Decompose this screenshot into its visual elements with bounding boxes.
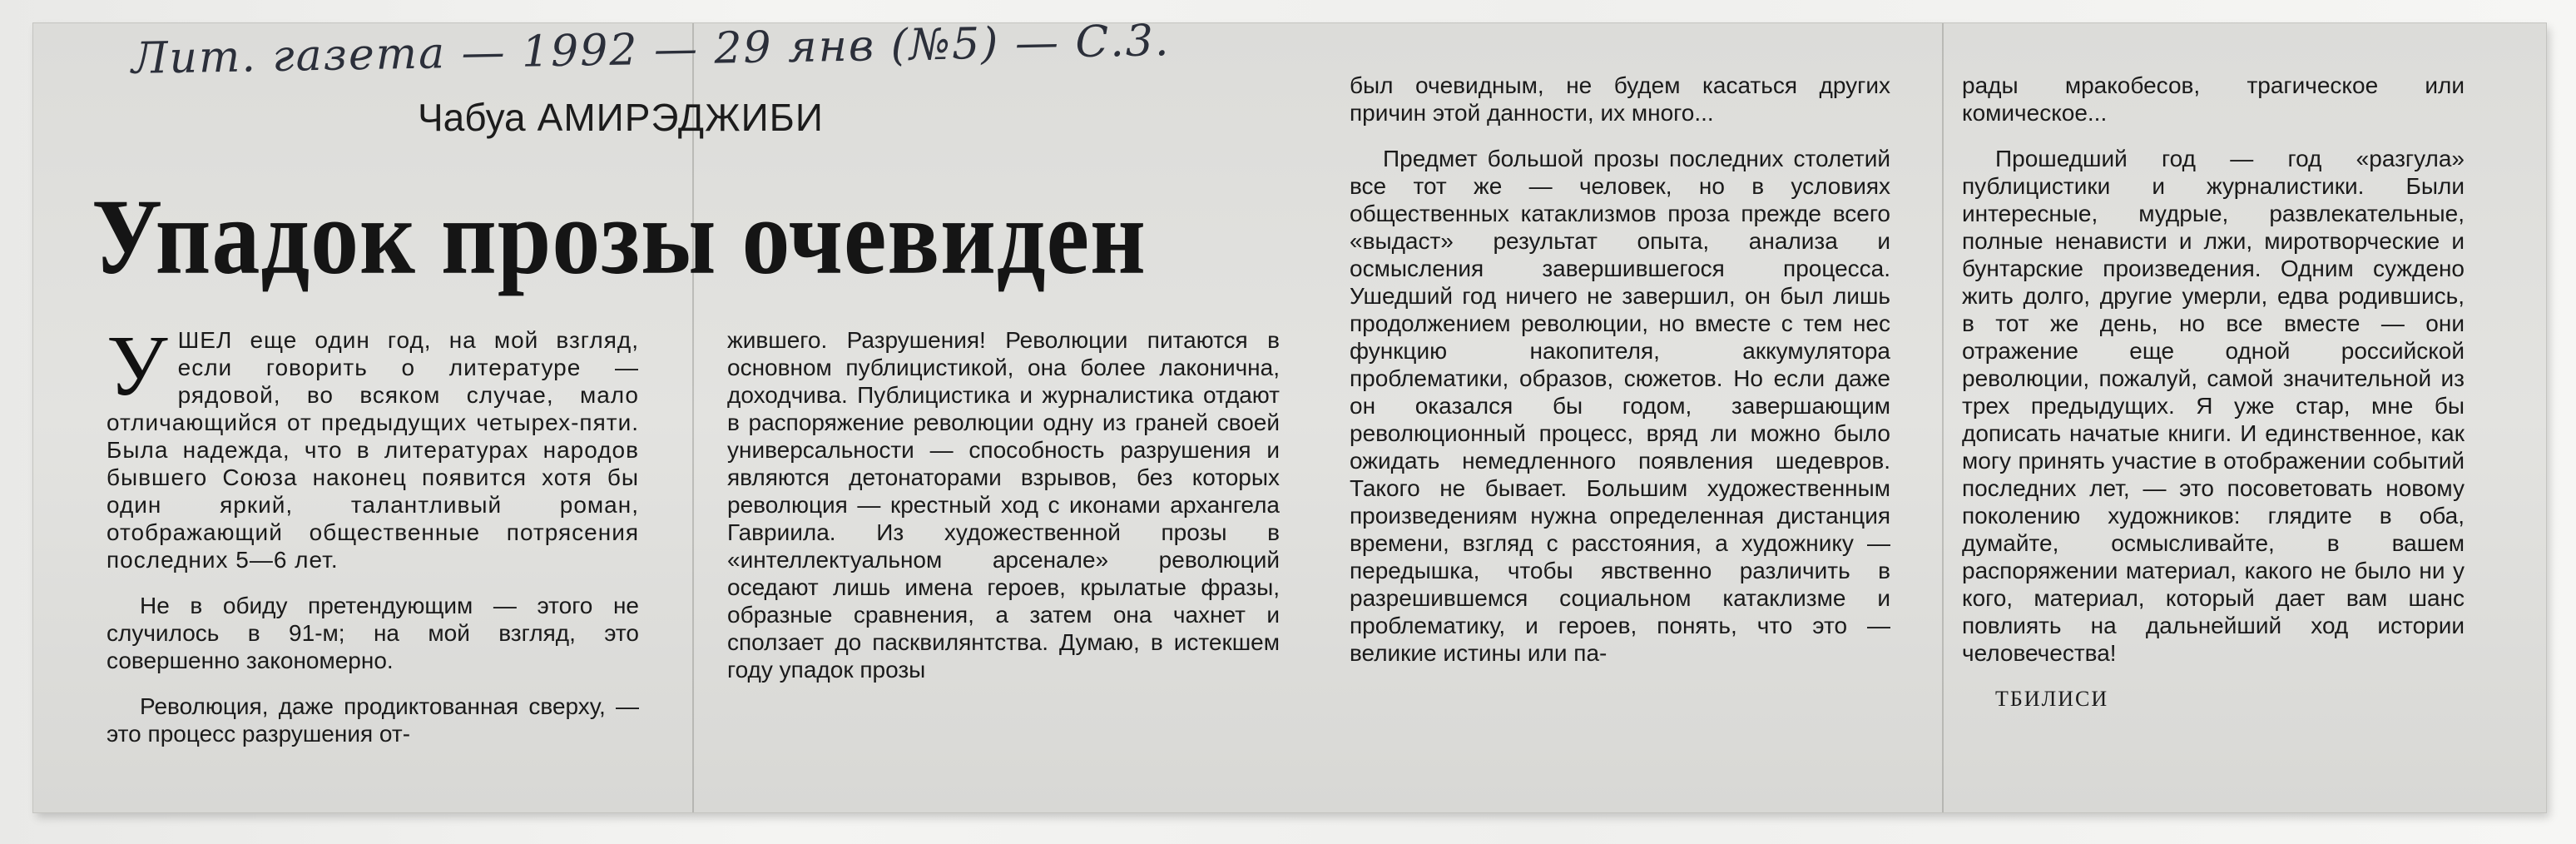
author-byline bbox=[418, 95, 824, 140]
article-column-4 bbox=[1962, 72, 2465, 712]
article-column-3 bbox=[1350, 72, 1890, 667]
author-given-name: Чабуа bbox=[418, 96, 526, 139]
article-paragraph: рады мракобесов, трагическое или комическое... bbox=[1962, 72, 2465, 126]
author-surname: АМИРЭДЖИБИ bbox=[537, 96, 824, 139]
column-fold-line bbox=[692, 23, 694, 812]
handwritten-source-note: Лит. газета — 1992 — 29 янв (№5) — С.3. bbox=[131, 16, 1171, 84]
column-fold-line bbox=[1942, 23, 1944, 812]
article-headline: Упадок прозы очевиден bbox=[92, 177, 1147, 297]
drop-cap: У bbox=[107, 318, 168, 414]
article-column-2 bbox=[727, 326, 1280, 683]
article-paragraph: жившего. Разрушения! Революции питаются в основном публицистикой, она более лаконична, доходчива. Публицистика и журналистика отдают в распоряжение революции одну из граней своей универсальности — способность разрушения и являются детонаторами взрывов, без которых революция — крестный ход с иконами архангела Гавриила. Из художественной прозы в «интеллектуальном арсенале» революций оседают лишь имена героев, крылатые фразы, образные сравнения, а затем она чахнет и сползает до пасквилянтства. Думаю, в истекшем году упадок прозы bbox=[727, 327, 1280, 683]
article-paragraph: Революция, даже продиктованная сверху, — это процесс разрушения от- bbox=[107, 693, 639, 747]
article-paragraph: Предмет большой прозы последних столетий все тот же — человек, но в условиях общественных катаклизмов проза прежде всего «выдаст» результат опыта, анализа и осмысления завершившегося процесса. Ушедший год ничего не завершил, он был лишь продолжением революции, но вместе с тем нес функцию накопителя, аккумулятора проблематики, образов, сюжетов. Но если даже он оказался бы годом, завершающим революционный процесс, вряд ли можно было ожидать немедленного появления шедевров. Такого не бывает. Большим художественным произведениям нужна определенная дистанция времени, взгляд с расстояния, а художнику — передышка, чтобы явственно различить в разрешившемся социальном катаклизме и проблематику, и героев, понять, что это — великие истины или па- bbox=[1350, 146, 1890, 666]
article-paragraph bbox=[107, 318, 639, 573]
article-paragraph: Не в обиду претендующим — этого не случилось в 91-м; на мой взгляд, это совершенно закономерно. bbox=[107, 593, 639, 673]
paragraph-text: ШЕЛ еще один год, на мой взгляд, если говорить о литературе — рядовой, во всяком случае, мало отличающийся от предыдущих четырех-пяти. Была надежда, что в литературах народов бывшего Союза наконец появится хотя бы один яркий, талантливый роман, отображающий общественные потрясения последних 5—6 лет. bbox=[107, 327, 639, 573]
article-dateline: ТБИЛИСИ bbox=[1995, 687, 2109, 711]
article-column-1 bbox=[107, 318, 639, 747]
article-paragraph: был очевидным, не будем касаться других причин этой данности, их много... bbox=[1350, 72, 1890, 126]
article-paragraph: Прошедший год — год «разгула» публицистики и журналистики. Были интересные, мудрые, развлекательные, полные ненависти и лжи, миротворческие и бунтарские произведения. Одним суждено жить долго, другие умерли, едва родившись, в тот же день, но все вместе — они отражение еще одной российской революции, пожалуй, самой значительной из трех предыдущих. Я уже стар, мне бы дописать начатые книги. И единственное, как могу принять участие в отображении событий последних лет, — это посоветовать новому поколению художников: глядите в оба, думайте, осмысливайте, в вашем распоряжении материал, какого не было ни у кого, материал, который дает вам шанс повлиять на дальнейший ход истории человечества! bbox=[1962, 146, 2465, 666]
